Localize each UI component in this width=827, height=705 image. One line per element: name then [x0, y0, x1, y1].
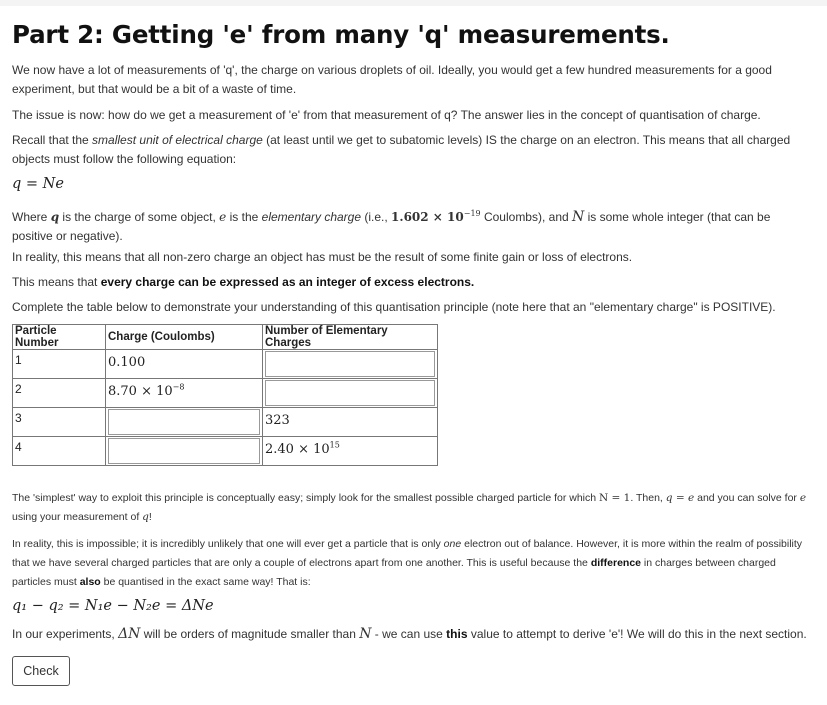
- integer-paragraph: This means that every charge can be expressed as an integer of excess electrons.: [12, 275, 475, 289]
- reality-paragraph: In reality, this means that all non-zero charge an object has must be the result of some finite gain or loss of electrons.: [12, 250, 633, 264]
- top-bar: [0, 0, 827, 6]
- elementary-charges-cell: [263, 379, 438, 408]
- elementary-charges-input-2[interactable]: [265, 380, 435, 406]
- page-title: Part 2: Getting 'e' from many 'q' measurements.: [12, 20, 670, 49]
- quantisation-table: [12, 324, 438, 466]
- header-elementary-charges: Number of Elementary Charges: [263, 325, 438, 350]
- intro-paragraph: We now have a lot of measurements of 'q', the charge on various droplets of oil. Ideally, you would get a few hundred measurements for a good experiment, but that would be a bit of a waste of time.: [12, 63, 772, 96]
- particle-number-cell: 4: [13, 437, 106, 466]
- experiments-paragraph: In our experiments, ΔN will be orders of magnitude smaller than N - we can use this value to attempt to derive 'e'! We will do this in the next section.: [12, 626, 807, 642]
- elementary-charges-cell: $2.40 \times 10^{15}$: [263, 437, 438, 466]
- table-row: [13, 350, 438, 379]
- particle-number-cell: 3: [13, 408, 106, 437]
- elementary-charges-cell: 323: [263, 408, 438, 437]
- issue-paragraph: The issue is now: how do we get a measurement of 'e' from that measurement of q? The answer lies in the concept of quantisation of charge.: [12, 108, 761, 122]
- table-row: [13, 437, 438, 466]
- charge-cell: [106, 408, 263, 437]
- charge-cell: $8.70 \times 10^{-8}$: [106, 379, 263, 408]
- elementary-charges-cell: [263, 350, 438, 379]
- charge-input-3[interactable]: [108, 409, 260, 435]
- equation-delta-n: q₁ − q₂ = N₁e − N₂e = ΔNe: [12, 598, 214, 614]
- check-button[interactable]: Check: [12, 656, 70, 686]
- charge-input-4[interactable]: [108, 438, 260, 464]
- where-paragraph: Where q is the charge of some object, e is the elementary charge (i.e., $1.602 \times 10^{-19}$ Coulombs), and N is some whole integer (that can be positive or negative).: [12, 209, 771, 243]
- recall-paragraph: Recall that the smallest unit of electrical charge (at least until we get to subatomic levels) IS the charge on an electron. This means that all charged objects must follow the following equation:: [12, 133, 791, 166]
- particle-number-cell: 2: [13, 379, 106, 408]
- equation-q-ne: q = Ne: [12, 176, 64, 192]
- header-charge: Charge (Coulombs): [106, 325, 263, 350]
- charge-cell: 0.100: [106, 350, 263, 379]
- table-row: [13, 379, 438, 408]
- particle-number-cell: 1: [13, 350, 106, 379]
- charge-cell: [106, 437, 263, 466]
- impossible-paragraph: In reality, this is impossible; it is incredibly unlikely that one will ever get a particle that is only one electron out of balance. However, it is more within the realm of possibility that we have several charged particles that are only a couple of electrons apart from one another. This is useful because the difference in charges between charged particles must also be quantised in the exact same way! That is:: [12, 538, 803, 588]
- simplest-paragraph: The 'simplest' way to exploit this principle is conceptually easy; simply look for the smallest possible charged particle for which N = 1. Then, q = e and you can solve for e using your measurement of q!: [12, 492, 807, 523]
- elementary-charges-input-1[interactable]: [265, 351, 435, 377]
- table-row: [13, 408, 438, 437]
- table-instructions: Complete the table below to demonstrate your understanding of this quantisation principle (note here that an "elementary charge" is POSITIVE).: [12, 300, 776, 314]
- table-header-row: [13, 325, 438, 350]
- header-particle-number: Particle Number: [13, 325, 106, 350]
